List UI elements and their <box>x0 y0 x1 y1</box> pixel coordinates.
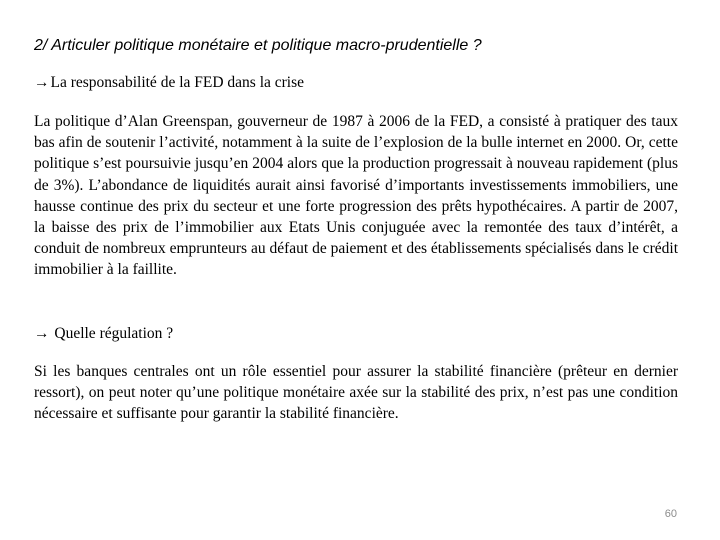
section-heading-label: Quelle régulation ? <box>50 325 174 342</box>
section-heading-regulation <box>34 324 173 344</box>
section-paragraph-central-banks: Si les banques centrales ont un rôle essentiel pour assurer la stabilité financière (prêteur en dernier ressort), on peut noter qu’une politique monétaire axée sur la stabilité des prix, n’est pas une condition nécessaire et suffisante pour garantir la stabilité financière. <box>34 363 678 423</box>
section-paragraph-greenspan: La politique d’Alan Greenspan, gouverneur de 1987 à 2006 de la FED, a consisté à pratiquer des taux bas afin de soutenir l’activité, notamment à la suite de l’explosion de la bulle internet en 2000. Or, cette politique s’est poursuivie jusqu’en 2004 alors que la production progressait à nouveau rapidement (plus de 3%). L’abondance de liquidités aurait ainsi favorisé d’importants investissements immobiliers, une hausse continue des prix du secteur et une forte progression des prêts hypothécaires. A partir de 2007, la baisse des prix de l’immobilier aux Etats Unis conjuguée avec la remontée des taux d’intérêt, a conduit de nombreux emprunteurs au défaut de paiement et des établissements spécialisés dans le crédit immobilier à la faillite. <box>34 113 678 279</box>
page-number: 60 <box>664 508 677 520</box>
section-heading-label: La responsabilité de la FED dans la crise <box>50 74 305 91</box>
arrow-right-icon: → <box>34 325 50 342</box>
section-heading-fed-responsibility <box>34 73 304 93</box>
slide-title: 2/ Articuler politique monétaire et politique macro-prudentielle ? <box>34 37 482 54</box>
arrow-right-icon: → <box>34 74 50 91</box>
